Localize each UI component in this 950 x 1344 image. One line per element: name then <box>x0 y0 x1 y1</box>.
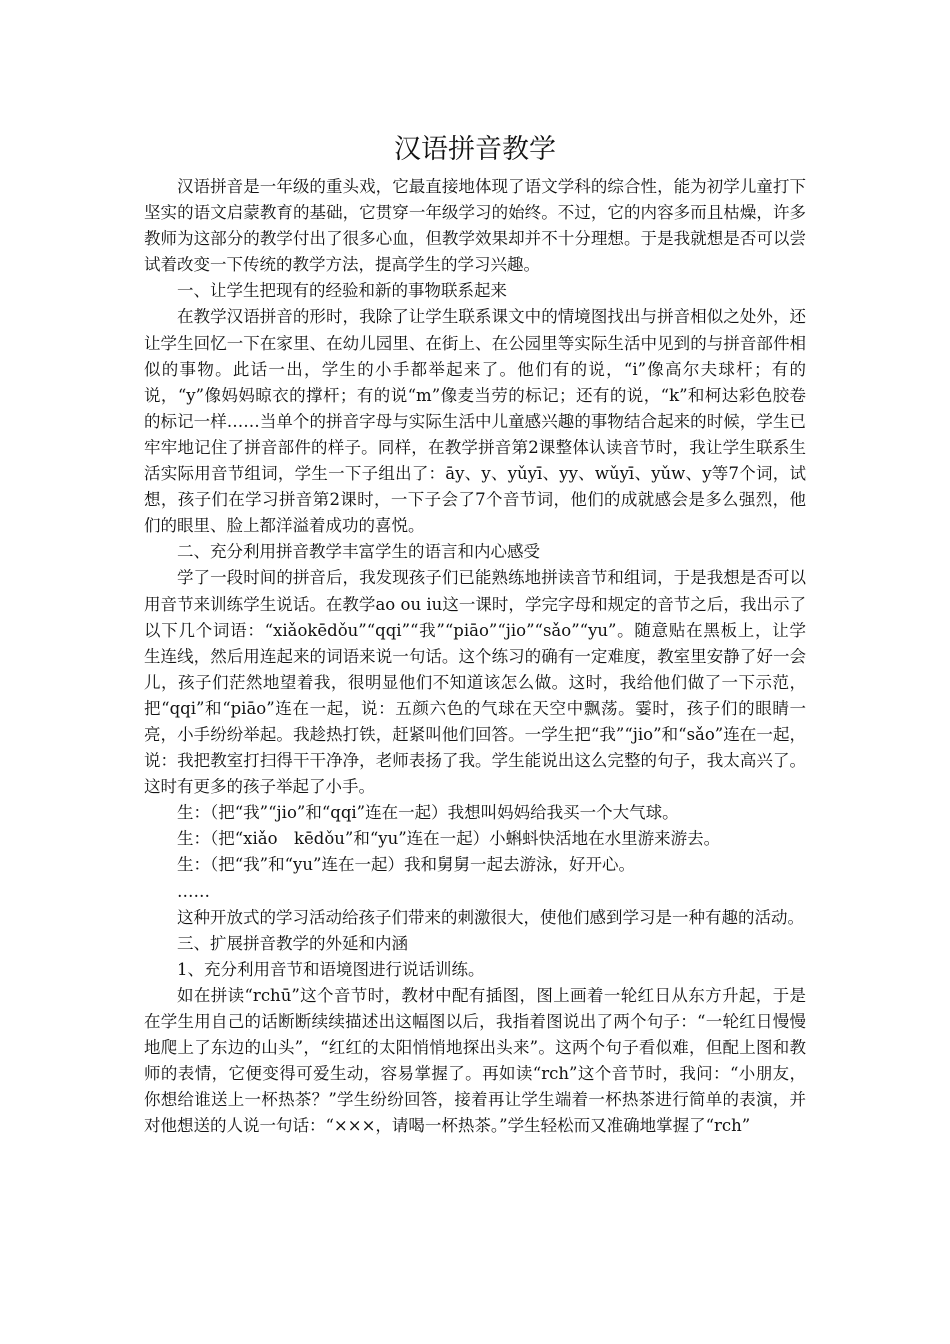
section-heading-3: 三、扩展拼音教学的外延和内涵 <box>177 933 408 953</box>
document-title: 汉语拼音教学 <box>394 134 556 165</box>
student-example-1: 生：（把“我”“jio”和“qqi”连在一起）我想叫妈妈给我买一个大气球。 <box>177 803 679 823</box>
document-page <box>144 128 806 1139</box>
paragraph-section-2: 学了一段时间的拼音后，我发现孩子们已能熟练地拼读音节和组词，于是我想是否可以用音节来训练学生说话。在教学ao ou iu这一课时，学完字母和规定的音节之后，我出示了以下几个词语：“xiǎokēdǒu”“qqi”“我”“piāo”“jio”“sǎo”“yu”。随意贴在黑板上，让学生连线，然后用连起来的词语来说一句话。这个练习的确有一定难度，教室里安静了好一会儿，孩子们茫然地望着我，很明显他们不知道该怎么做。这时，我给他们做了一下示范，把“qqi”和“piāo”连在一起，说：五颜六色的气球在天空中飘荡。霎时，孩子们的眼睛一亮，小手纷纷举起。我趁热打铁，赶紧叫他们回答。一学生把“我”“jio”和“sǎo”连在一起，说：我把教室打扫得干干净净，老师表扬了我。学生能说出这么完整的句子，我太高兴了。这时有更多的孩子举起了小手。 <box>144 568 806 797</box>
subheading-3-1: 1、充分利用音节和语境图进行说话训练。 <box>177 959 485 979</box>
student-example-3: 生：（把“我”和“yu”连在一起）我和舅舅一起去游泳，好开心。 <box>177 855 635 875</box>
paragraph-intro: 汉语拼音是一年级的重头戏，它最直接地体现了语文学科的综合性，能为初学儿童打下坚实的语文启蒙教育的基础，它贯穿一年级学习的始终。不过，它的内容多而且枯燥，许多教师为这部分的教学付出了很多心血，但教学效果却并不十分理想。于是我就想是否可以尝试着改变一下传统的教学方法，提高学生的学习兴趣。 <box>144 177 806 275</box>
section-heading-2: 二、充分利用拼音教学丰富学生的语言和内心感受 <box>177 542 540 562</box>
student-example-2: 生：（把“xiǎo kēdǒu”和“yu”连在一起）小蝌蚪快活地在水里游来游去。 <box>177 829 721 849</box>
paragraph-summary: 这种开放式的学习活动给孩子们带来的刺激很大，使他们感到学习是一种有趣的活动。 <box>177 907 804 927</box>
ellipsis-line: …… <box>177 881 210 901</box>
section-heading-1: 一、让学生把现有的经验和新的事物联系起来 <box>177 281 507 301</box>
paragraph-section-3: 如在拼读“rchū”这个音节时，教材中配有插图，图上画着一轮红日从东方升起，于是在学生用自己的话断断续续描述出这幅图以后，我指着图说出了两个句子：“一轮红日慢慢地爬上了东边的山头”，“红红的太阳悄悄地探出头来”。这两个句子看似难，但配上图和教师的表情，它便变得可爱生动，容易掌握了。再如读“rch”这个音节时，我问：“小朋友，你想给谁送上一杯热茶？”学生纷纷回答，接着再让学生端着一杯热茶进行简单的表演，并对他想送的人说一句话：“×××，请喝一杯热茶。”学生轻松而又准确地掌握了“rch” <box>144 985 806 1136</box>
paragraph-section-1: 在教学汉语拼音的形时，我除了让学生联系课文中的情境图找出与拼音相似之处外，还让学生回忆一下在家里、在幼儿园里、在街上、在公园里等实际生活中见到的与拼音部件相似的事物。此话一出，学生的小手都举起来了。他们有的说，“i”像高尔夫球杆；有的说，“y”像妈妈晾衣的撑杆；有的说“m”像麦当劳的标记；还有的说，“k”和柯达彩色胶卷的标记一样……当单个的拼音字母与实际生活中儿童感兴趣的事物结合起来的时候，学生已牢牢地记住了拼音部件的样子。同样，在教学拼音第2课整体认读音节时，我让学生联系生活实际用音节组词，学生一下子组出了：āy、y、yǔyī、yy、wǔyī、yǔw、y等7个词，试想，孩子们在学习拼音第2课时，一下子会了7个音节词，他们的成就感会是多么强烈，他们的眼里、脸上都洋溢着成功的喜悦。 <box>144 307 806 536</box>
